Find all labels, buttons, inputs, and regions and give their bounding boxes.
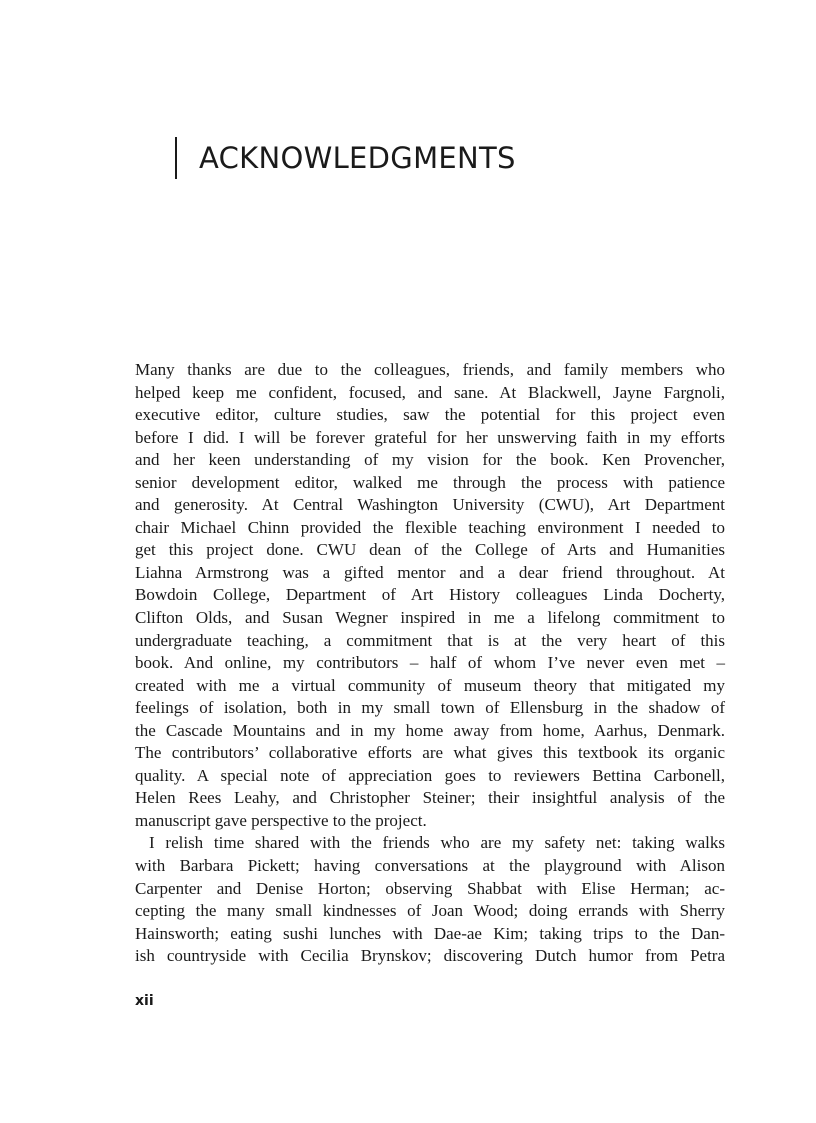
body-text: [135, 359, 725, 968]
text-line: feelings of isolation, both in my small town of Ellensburg in the shadow of: [135, 698, 725, 718]
text-line: chair Michael Chinn provided the flexible teaching environment I needed to: [135, 517, 725, 537]
text-line: The contributors’ collaborative efforts are what gives this textbook its organic: [135, 743, 725, 763]
text-line: and generosity. At Central Washington University (CWU), Art Department: [135, 495, 725, 515]
text-line: helped keep me confident, focused, and sane. At Blackwell, Jayne Fargnoli,: [135, 382, 725, 402]
text-line: I relish time shared with the friends who are my safety net: taking walks: [149, 833, 725, 853]
text-line: book. And online, my contributors – half of whom I’ve never even met –: [135, 653, 725, 673]
text-line: and her keen understanding of my vision for the book. Ken Provencher,: [135, 450, 725, 470]
page-number: xii: [135, 993, 154, 1009]
text-line: Many thanks are due to the colleagues, friends, and family members who: [135, 360, 725, 379]
text-line: Carpenter and Denise Horton; observing Shabbat with Elise Herman; ac-: [135, 878, 725, 898]
text-line: created with me a virtual community of museum theory that mitigated my: [135, 675, 725, 695]
text-line: undergraduate teaching, a commitment that is at the very heart of this: [135, 630, 725, 650]
chapter-title: ACKNOWLEDGMENTS: [199, 140, 516, 175]
text-line: senior development editor, walked me through the process with patience: [135, 472, 725, 492]
paragraph-2: [135, 832, 725, 967]
text-line: with Barbara Pickett; having conversations at the playground with Alison: [135, 856, 725, 876]
text-line: before I did. I will be forever grateful for her unswerving faith in my efforts: [135, 427, 725, 447]
text-line: Clifton Olds, and Susan Wegner inspired in me a lifelong commitment to: [135, 608, 725, 628]
text-line: get this project done. CWU dean of the College of Arts and Humanities: [135, 540, 725, 560]
text-line: Hainsworth; eating sushi lunches with Dae-ae Kim; taking trips to the Dan-: [135, 923, 725, 943]
text-line: Bowdoin College, Department of Art History colleagues Linda Docherty,: [135, 585, 725, 605]
text-line: Liahna Armstrong was a gifted mentor and a dear friend throughout. At: [135, 562, 725, 582]
text-line: ish countryside with Cecilia Brynskov; discovering Dutch humor from Petra: [135, 946, 725, 966]
chapter-heading: [175, 137, 516, 179]
text-line: the Cascade Mountains and in my home away from home, Aarhus, Denmark.: [135, 720, 725, 740]
heading-rule: [175, 137, 177, 179]
paragraph-1: [135, 359, 725, 832]
text-line: Helen Rees Leahy, and Christopher Steiner; their insightful analysis of the: [135, 788, 725, 808]
text-line: manuscript gave perspective to the project.: [135, 810, 427, 830]
text-line: executive editor, culture studies, saw the potential for this project even: [135, 405, 725, 425]
text-line: cepting the many small kindnesses of Joan Wood; doing errands with Sherry: [135, 901, 725, 921]
text-line: quality. A special note of appreciation goes to reviewers Bettina Carbonell,: [135, 765, 725, 785]
